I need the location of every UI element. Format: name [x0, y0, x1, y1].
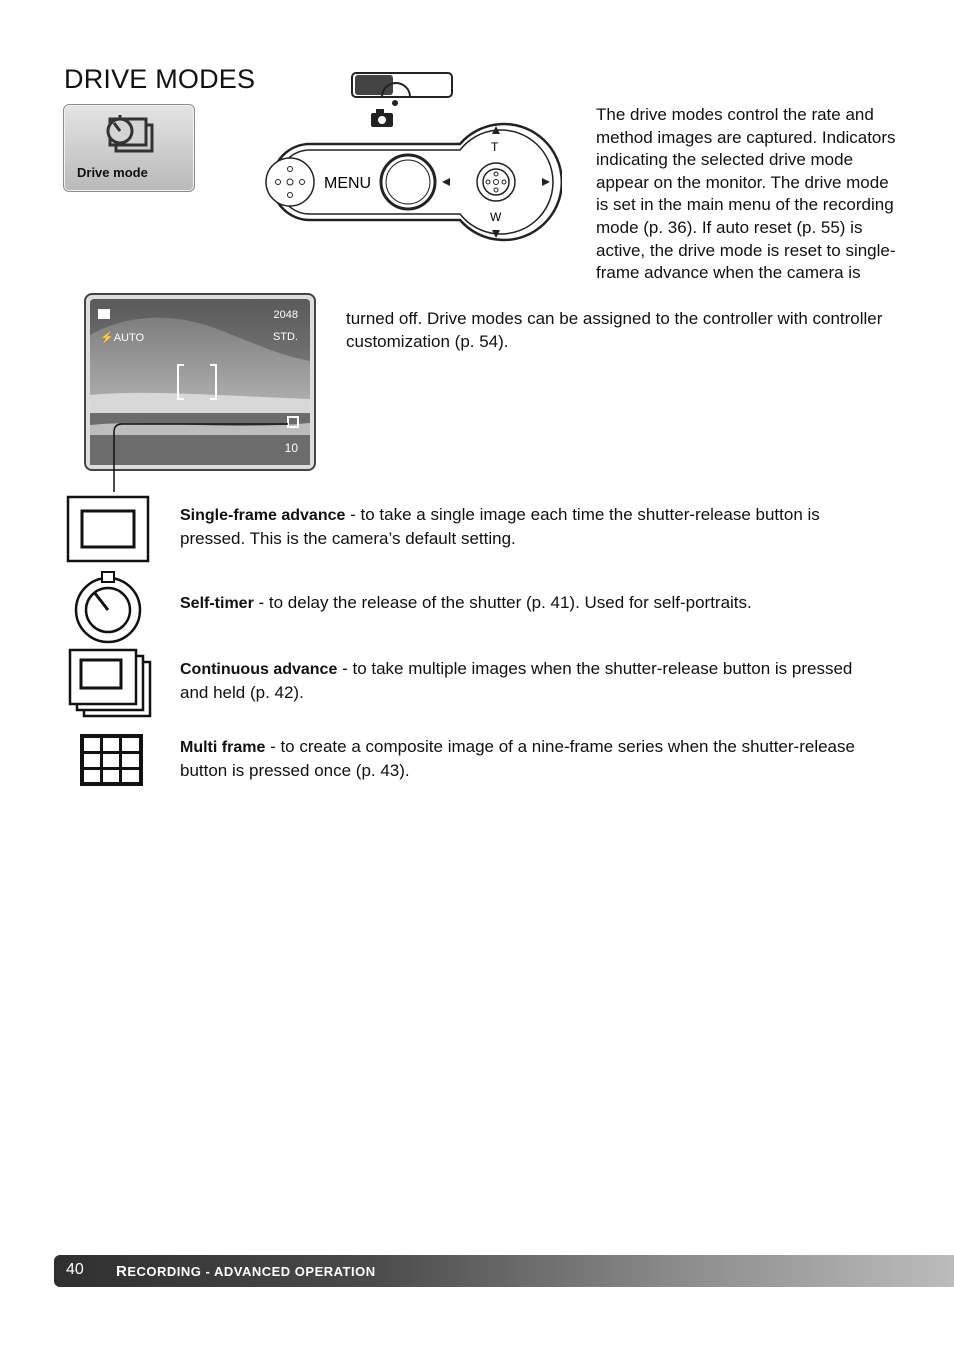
mode-description-single-frame	[180, 504, 880, 550]
resolution-indicator: 2048	[273, 309, 298, 321]
mode-description-multi-frame	[180, 736, 880, 782]
mode-name: Self-timer	[180, 595, 254, 612]
frame-counter: 10	[284, 441, 298, 455]
self-timer-stack-icon	[64, 105, 194, 165]
camera-mode-icon	[98, 309, 110, 319]
flash-mode: AUTO	[113, 332, 145, 344]
drive-mode-button	[63, 104, 195, 192]
mode-text: - to take a single image each time the shutter-release button is pressed. This is the camera’s default setting.	[180, 505, 820, 548]
section-title-initial: R	[116, 1263, 128, 1280]
tele-label: T	[491, 140, 499, 154]
mode-name: Continuous advance	[180, 661, 338, 678]
page-footer	[54, 1255, 954, 1287]
flash-indicator	[100, 331, 144, 344]
wide-label: W	[490, 210, 502, 224]
intro-text: The drive modes control the rate and method images are captured. Indicators indicating the selected drive mode appear on the monitor. The drive mode is set in the main menu of the recording mode (p. 36). If auto reset (p. 55) is active, the drive mode is reset to single-frame advance when the camera is	[596, 105, 896, 283]
mode-description-continuous	[180, 658, 880, 704]
mode-description-self-timer	[180, 592, 880, 616]
single-frame-icon	[66, 495, 152, 565]
menu-label: MENU	[324, 175, 372, 192]
self-timer-icon	[70, 570, 146, 646]
mode-name: Single-frame advance	[180, 507, 346, 524]
camera-controls-diagram	[250, 70, 562, 242]
section-title-rest: ECORDING - ADVANCED OPERATION	[127, 1264, 376, 1279]
mode-name: Multi frame	[180, 739, 266, 756]
callout-line	[108, 418, 294, 494]
quality-indicator: STD.	[272, 331, 298, 343]
mode-text: - to delay the release of the shutter (p. 41). Used for self-portraits.	[253, 593, 752, 612]
flash-icon: ⚡	[100, 332, 114, 344]
multi-frame-icon	[78, 732, 146, 788]
page-number: 40	[66, 1261, 84, 1278]
page-title: DRIVE MODES	[64, 64, 256, 94]
continuous-advance-icon	[68, 648, 154, 720]
mode-text: - to create a composite image of a nine-frame series when the shutter-release button is pressed once (p. 43).	[180, 737, 855, 780]
section-title	[116, 1263, 376, 1280]
left-dpad	[266, 158, 314, 206]
drive-mode-label: Drive mode	[77, 165, 148, 180]
mode-switch	[352, 73, 452, 106]
camera-icon	[371, 109, 393, 127]
mode-text: - to take multiple images when the shutter-release button is pressed and held (p. 42).	[180, 659, 853, 702]
intro-text-continued: turned off. Drive modes can be assigned to the controller with controller customization (p. 54).	[346, 309, 883, 351]
